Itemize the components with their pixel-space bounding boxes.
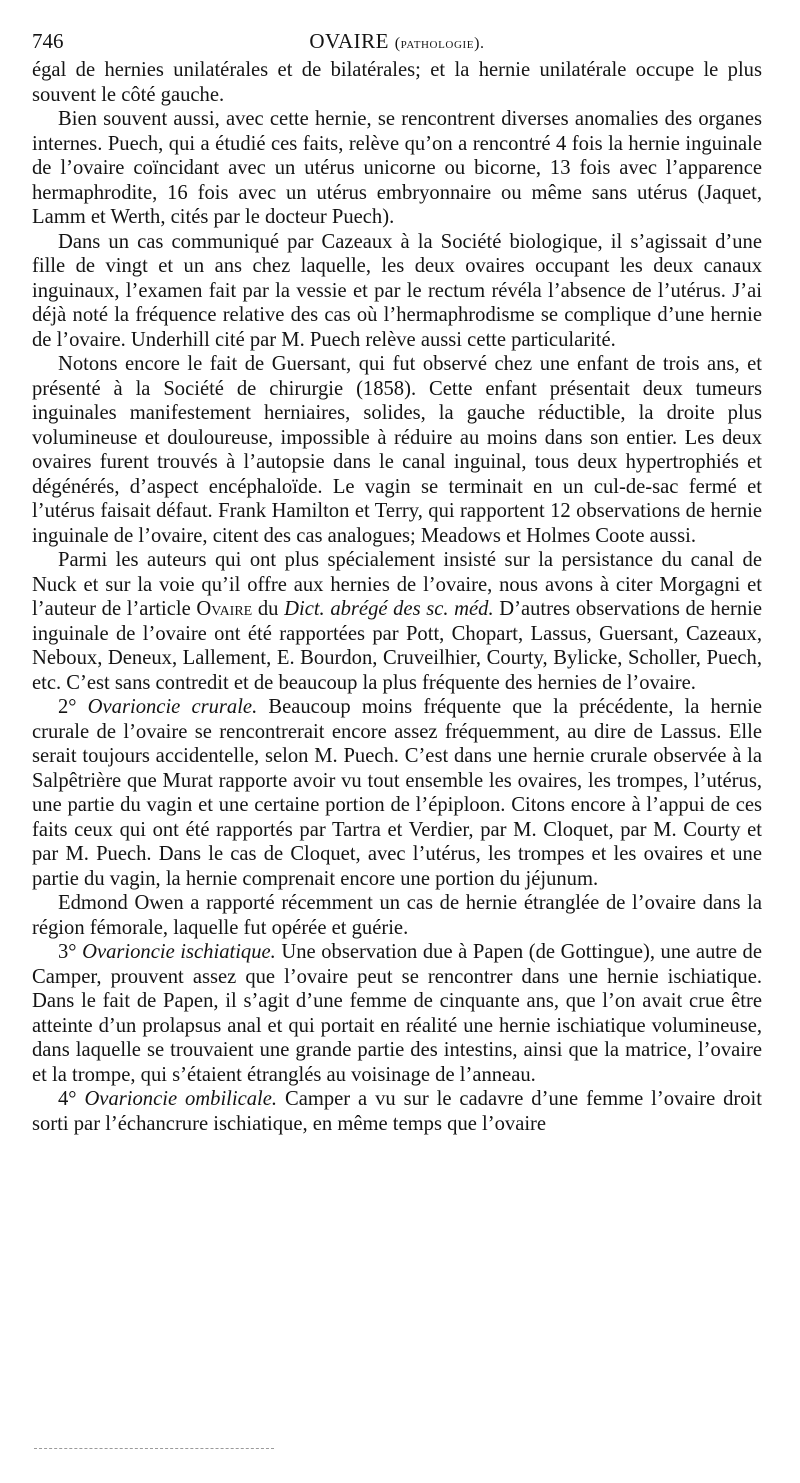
paragraph-p7 xyxy=(32,891,762,940)
paragraph-span: 2° xyxy=(58,696,88,718)
paragraph-p1 xyxy=(32,58,762,107)
paragraph-span: Ovarioncie crurale. xyxy=(87,696,258,718)
paragraph-span: égal de hernies unilatérales et de bilatérales; et la hernie unilatérale occupe le plus souvent le côté gauche. xyxy=(32,59,762,106)
paragraph-span: D’autres observations de hernie inguinale de l’ovaire ont été rapportées par Pott, Chopart, Lassus, Guersant, Cazeaux, Neboux, Deneux, Lallement, E. Bourdon, Cruveilhier, Courty, Bylicke, Scholler, Puech, etc. C’est sans contredit et de beaucoup la plus fréquente des hernies de l’ovaire. xyxy=(32,598,763,694)
paragraph-p5 xyxy=(32,548,762,695)
paragraph-p8 xyxy=(32,940,762,1087)
paragraph-p2 xyxy=(32,107,762,230)
paragraph-span: Ovarioncie ombilicale. xyxy=(84,1088,278,1110)
footer-rule xyxy=(34,1448,274,1449)
running-title-main: OVAIRE xyxy=(309,29,389,53)
paragraph-p9 xyxy=(32,1087,762,1136)
paragraph-span: Beaucoup moins fréquente que la précédente, la hernie crurale de l’ovaire se rencontrerait encore assez fréquemment, au dire de Lassus. Elle serait toujours accidentelle, selon M. Puech. C’est dans une hernie crurale observée à la Salpêtrière que Murat rapporte avoir vu tout ensemble les ovaires, les trompes, l’utérus, une partie du vagin et une certaine portion de l’épiploon. Citons encore à l’appui de ces faits ceux qui ont été rapportés par Tartra et Verdier, par M. Cloquet, par M. Courty et par M. Puech. Dans le cas de Cloquet, avec l’utérus, les trompes et les ovaires et une partie du vagin, la hernie comprenait encore une portion du jéjunum. xyxy=(32,696,762,890)
paragraph-span: Camper a vu sur le cadavre d’une femme l’ovaire droit sorti par l’échancrure ischiatique, en même temps que l’ovaire xyxy=(32,1088,762,1135)
paragraph-span: Ovaire xyxy=(196,598,253,620)
paragraph-span: 3° xyxy=(58,941,83,963)
running-head xyxy=(32,26,762,56)
page-number: 746 xyxy=(32,29,64,53)
paragraph-span: Edmond Owen a rapporté récemment un cas de hernie étranglée de l’ovaire dans la région fémorale, laquelle fut opérée et guérie. xyxy=(32,892,762,939)
paragraph-span: du xyxy=(252,598,285,620)
paragraph-span: Bien souvent aussi, avec cette hernie, se rencontrent diverses anomalies des organes internes. Puech, qui a étudié ces faits, relève qu’on a rencontré 4 fois la hernie inguinale de l’ovaire coïncidant avec un utérus unicorne ou bicorne, 13 fois avec l’apparence hermaphrodite, 16 fois avec un utérus embryonnaire ou même sans utérus (Jaquet, Lamm et Werth, cités par le docteur Puech). xyxy=(32,108,762,228)
paragraph-span: Ovarioncie ischiatique. xyxy=(82,941,276,963)
paragraph-span: Dans un cas communiqué par Cazeaux à la Société biologique, il s’agissait d’une fille de vingt et un ans chez laquelle, les deux ovaires occupant les deux canaux inguinaux, l’examen fait par la vessie et par le rectum révéla l’absence de l’utérus. J’ai déjà noté la fréquence relative des cas où l’hermaphrodisme se complique d’une hernie de l’ovaire. Underhill cité par M. Puech relève aussi cette particularité. xyxy=(32,230,762,351)
paragraph-span: Dict. abrégé des sc. méd. xyxy=(284,598,494,620)
page xyxy=(32,26,762,1136)
paragraph-span: 4° xyxy=(58,1088,85,1110)
paragraph-span: Notons encore le fait de Guersant, qui fut observé chez une enfant de trois ans, et présenté à la Société de chirurgie (1858). Cette enfant présentait deux tumeurs inguinales manifestement herniaires, solides, la gauche réductible, la droite plus volumineuse et douloureuse, impossible à réduire au moins dans son entier. Les deux ovaires furent trouvés à l’autopsie dans le canal inguinal, tous deux hypertrophiés et dégénérés, d’aspect encéphaloïde. Le vagin se terminait en un cul-de-sac fermé et l’utérus faisait défaut. Frank Hamilton et Terry, qui rapportent 12 observations de hernie inguinale de l’ovaire, citent des cas analogues; Meadows et Holmes Coote aussi. xyxy=(32,353,762,547)
running-title xyxy=(32,26,762,59)
paragraph-p3 xyxy=(32,230,762,353)
paragraph-span: Parmi les auteurs qui ont plus spécialement insisté sur la persistance du canal de Nuck et sur la voie qu’il offre aux hernies de l’ovaire, nous avons à citer Morgagni et l’auteur de l’article xyxy=(32,549,762,620)
running-title-sub: (pathologie). xyxy=(394,35,485,52)
body-text xyxy=(32,58,762,1136)
paragraph-p4 xyxy=(32,352,762,548)
paragraph-p6 xyxy=(32,695,762,891)
paragraph-span: Une observation due à Papen (de Gottingue), une autre de Camper, prouvent assez que l’ovaire peut se rencontrer dans une hernie ischiatique. Dans le fait de Papen, il s’agit d’une femme de cinquante ans, que l’on avait crue être atteinte d’un prolapsus anal et qui portait en réalité une hernie ischiatique volumineuse, dans laquelle se trouvaient une grande partie des intestins, ainsi que la matrice, l’ovaire et la trompe, qui s’étaient étranglés au voisinage de l’anneau. xyxy=(32,941,762,1086)
